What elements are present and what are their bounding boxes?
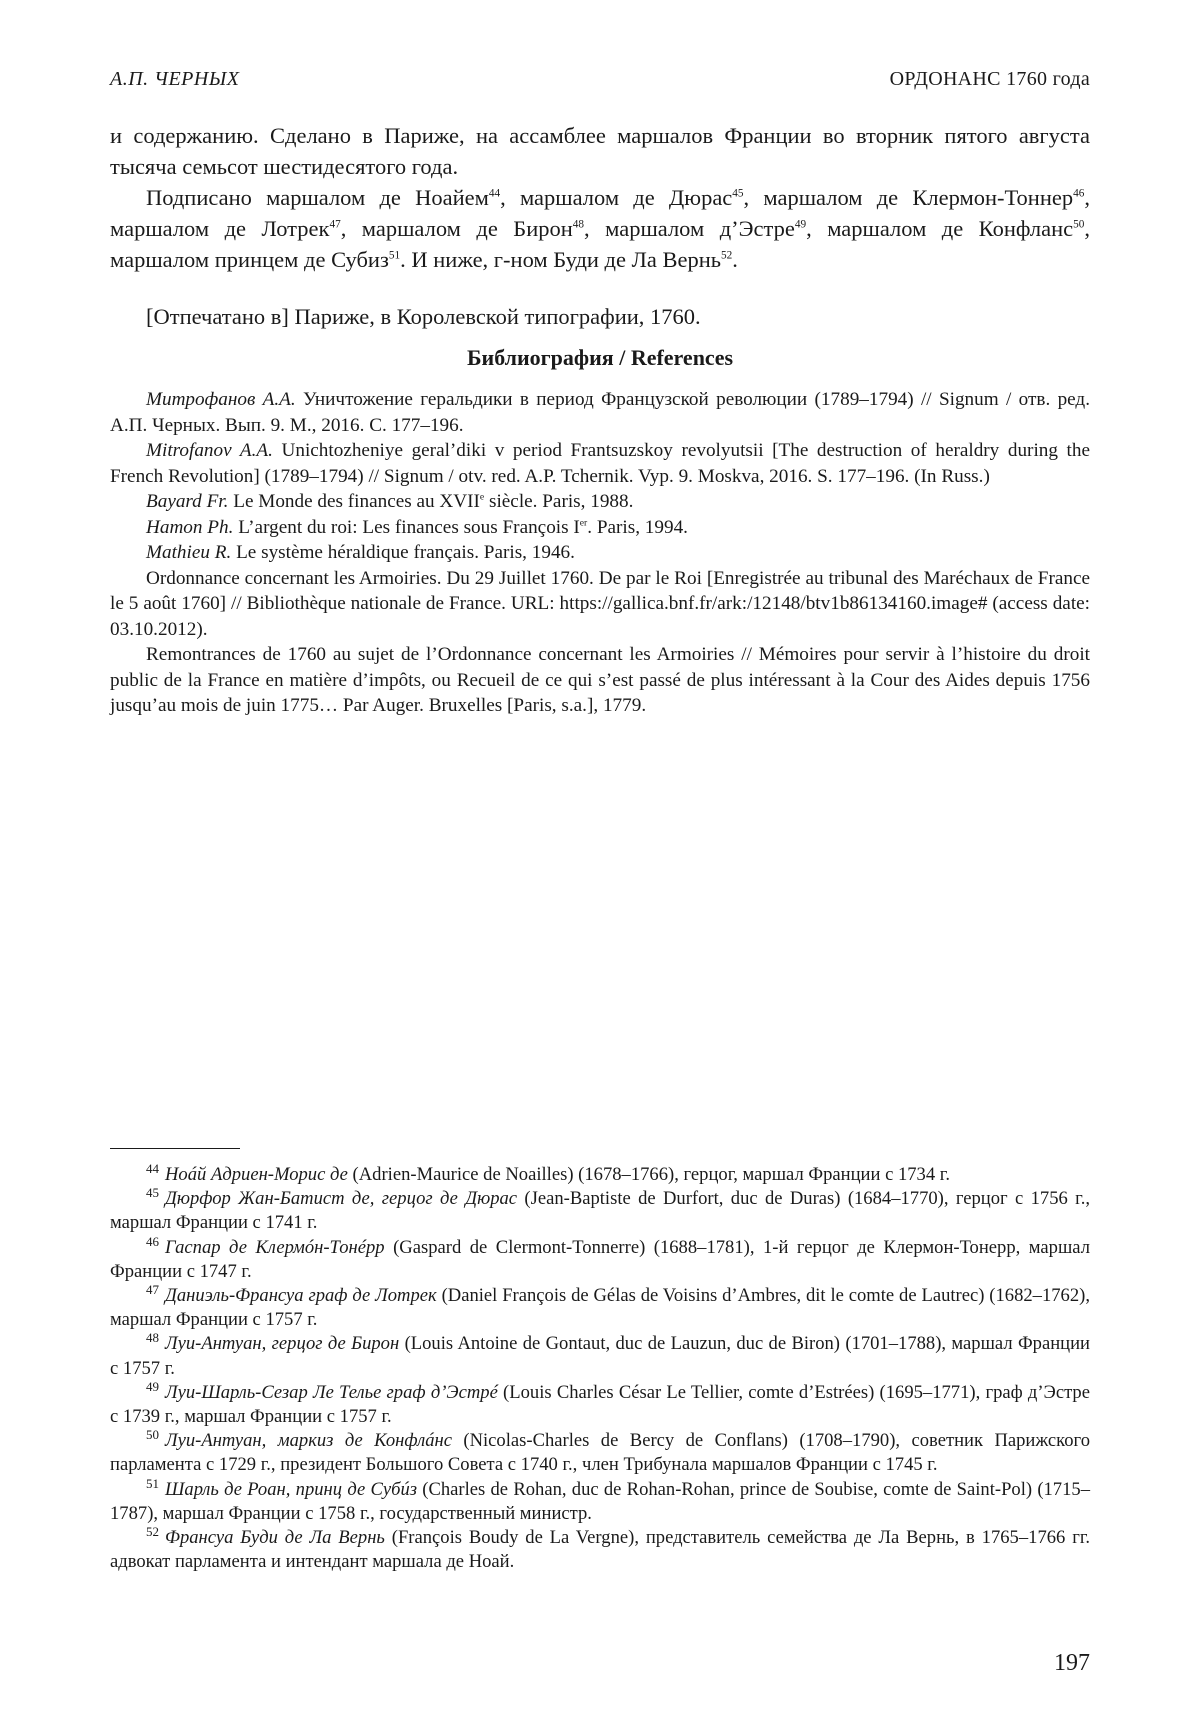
bibliography-entry: Remontrances de 1760 au sujet de l’Ordonnance concernant les Armoiries // Mémoires pour servir à l’histoire du droit public de la France en matière d’impôts, ou Recueil de ce qui s’est passé de plus intéressant à la Cour des Aides depuis 1756 jusqu’au mois de juin 1775… Par Auger. Bruxelles [Paris, s.a.], 1779. [110,642,1090,719]
bibliography-entry: Bayard Fr. Le Monde des finances au XVIIe siècle. Paris, 1988. [110,489,1090,515]
paragraph-imprint: [Отпечатано в] Париже, в Королевской типографии, 1760. [110,301,1090,332]
footnote: 48 Луи-Антуан, герцог де Бирон (Louis Antoine de Gontaut, duc de Lauzun, duc de Biron) (1701–1788), маршал Франции с 1757 г. [110,1332,1090,1380]
entry-author: Mitrofanov A.A. [146,440,273,461]
footnote: 46 Гаспар де Клермóн-Тонéрр (Gaspard de Clermont-Tonnerre) (1688–1781), 1-й герцог де Клермон-Тонерр, маршал Франции с 1747 г. [110,1236,1090,1284]
footnote-ref[interactable]: 50 [1073,219,1084,231]
footnote: 47 Даниэль-Франсуа граф де Лотрек (Daniel François de Gélas de Voisins d’Ambres, dit le comte de Lautrec) (1682–1762), маршал Франции с 1757 г. [110,1284,1090,1332]
running-header [110,68,1090,96]
spacer [110,275,1090,301]
footnote-number: 47 [146,1282,159,1297]
footnote-ref[interactable]: 48 [573,219,584,231]
bibliography-entry: Mitrofanov A.A. Unichtozheniye geral’diki v period Frantsuzskoy revolyutsii [The destruction of heraldry during the French Revolution] (1789–1794) // Signum / otv. red. A.P. Tchernik. Vyp. 9. Moskva, 2016. S. 177–196. (In Russ.) [110,438,1090,489]
footnotes [110,1163,1090,1574]
footnote: 50 Луи-Антуан, маркиз де Конфлáнс (Nicolas-Charles de Bercy de Conflans) (1708–1790), советник Парижского парламента с 1729 г., президент Большого Совета с 1740 г., член Трибунала маршалов Франции с 1745 г. [110,1429,1090,1477]
footnote-ref[interactable]: 47 [329,219,340,231]
footnote-number: 49 [146,1379,159,1394]
footnote-separator [110,1148,240,1149]
footnote-number: 50 [146,1427,159,1442]
footnote-ref[interactable]: 46 [1073,188,1084,200]
bibliography-entry: Mathieu R. Le système héraldique français. Paris, 1946. [110,540,1090,566]
bibliography-entry: Hamon Ph. L’argent du roi: Les finances sous François Ier. Paris, 1994. [110,515,1090,541]
bibliography-heading: Библиография / References [110,342,1090,373]
footnote-ref[interactable]: 51 [389,250,400,262]
entry-author: Mathieu R. [146,542,231,563]
footnote: 52 Франсуа Буди де Ла Вернь (François Boudy de La Vergne), представитель семейства де Ла Вернь, в 1765–1766 гг. адвокат парламента и интендант маршала де Ноай. [110,1526,1090,1574]
header-title: ОРДОНАНС 1760 года [890,68,1090,91]
footnote-number: 48 [146,1330,159,1345]
main-text [110,120,1090,719]
footnote-number: 46 [146,1234,159,1249]
bibliography-entry: Ordonnance concernant les Armoiries. Du 29 Juillet 1760. De par le Roi [Enregistrée au tribunal des Maréchaux de France le 5 août 1760] // Bibliothèque nationale de France. URL: https://gallica.bnf.fr/ark:/12148/btv1b86134160.image# (access date: 03.10.2012). [110,566,1090,643]
footnote-number: 51 [146,1476,159,1491]
footnote-ref[interactable]: 45 [732,188,743,200]
header-author: А.П. ЧЕРНЫХ [110,68,239,91]
footnote-number: 45 [146,1185,159,1200]
bibliography-list [110,387,1090,719]
footnote: 51 Шарль де Роан, принц де Субúз (Charles de Rohan, duc de Rohan-Rohan, prince de Soubise, comte de Saint-Pol) (1715–1787), маршал Франции с 1758 г., государственный министр. [110,1478,1090,1526]
page-number: 197 [1054,1650,1090,1677]
journal-page [0,0,1200,1719]
footnote: 49 Луи-Шарль-Сезар Ле Телье граф д’Эстрé (Louis Charles César Le Tellier, comte d’Estrées) (1695–1771), граф д’Эстре с 1739 г., маршал Франции с 1757 г. [110,1381,1090,1429]
footnote-ref[interactable]: 52 [721,250,732,262]
paragraph-continuation: и содержанию. Сделано в Париже, на ассамблее маршалов Франции во вторник пятого августа тысяча семьсот шестидесятого года. [110,120,1090,182]
footnote-ref[interactable]: 49 [795,219,806,231]
footnote: 45 Дюрфор Жан-Батист де, герцог де Дюрас (Jean-Baptiste de Durfort, duc de Duras) (1684–1770), герцог с 1756 г., маршал Франции с 1741 г. [110,1187,1090,1235]
entry-author: Hamon Ph. [146,517,233,538]
entry-author: Митрофанов А.А. [146,389,296,410]
entry-author: Bayard Fr. [146,491,228,512]
footnote: 44 Ноáй Адриен-Морис де (Adrien-Maurice de Noailles) (1678–1766), герцог, маршал Франции с 1734 г. [110,1163,1090,1187]
footnote-number: 44 [146,1161,159,1176]
footnote-ref[interactable]: 44 [489,188,500,200]
bibliography-entry: Митрофанов А.А. Уничтожение геральдики в период Французской революции (1789–1794) // Signum / отв. ред. А.П. Черных. Вып. 9. М., 2016. С. 177–196. [110,387,1090,438]
footnote-number: 52 [146,1524,159,1539]
paragraph-signatures: Подписано маршалом де Ноайем44, маршалом де Дюрас45, маршалом де Клермон-Тоннер46, маршалом де Лотрек47, маршалом де Бирон48, маршалом д’Эстре49, маршалом де Конфланс50, маршалом принцем де Субиз51. И ниже, г-ном Буди де Ла Вернь52. [110,182,1090,275]
